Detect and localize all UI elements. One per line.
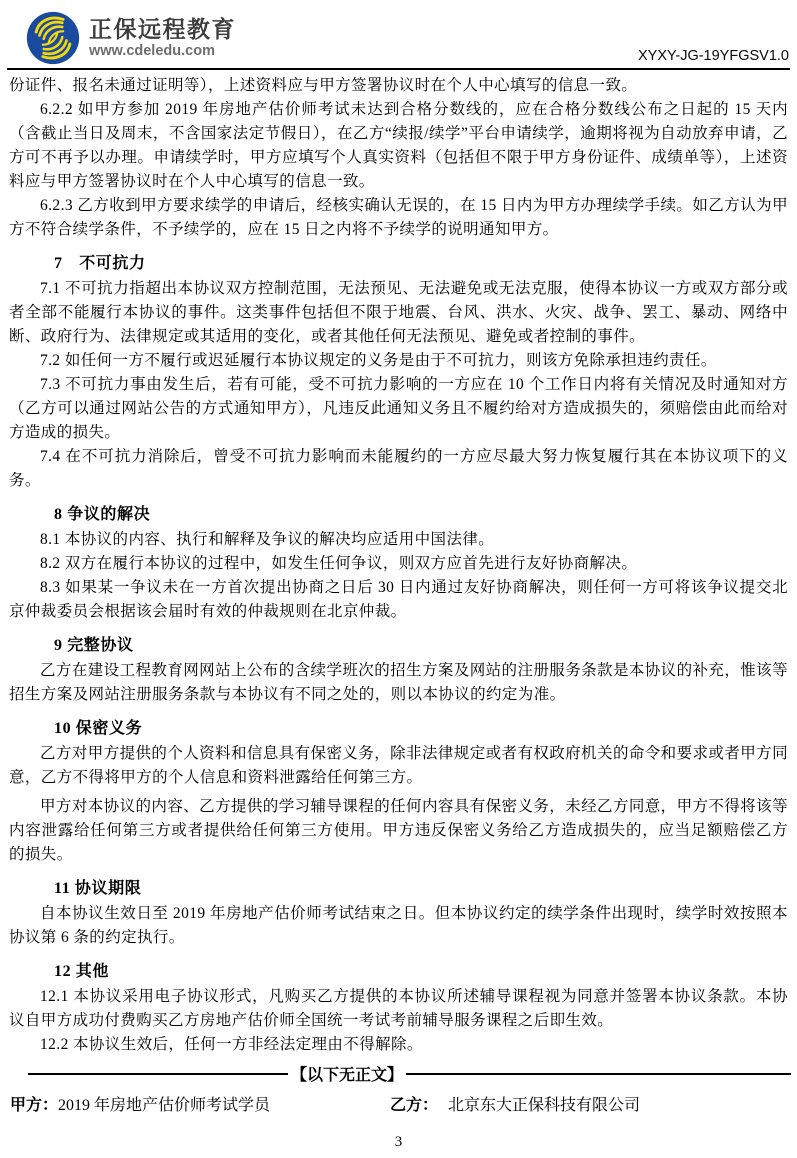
brand-logo-icon <box>26 11 80 65</box>
paragraph: 12.1 本协议采用电子协议形式，凡购买乙方提供的本协议所述辅导课程视为同意并签署本协议条款。本协议自甲方成功付费购买乙方房地产估价师全国统一考试考前辅导服务课程之后即生效。 <box>9 988 788 1029</box>
page-number: 3 <box>394 1134 403 1150</box>
brand-name: 正保远程教育 <box>89 16 236 42</box>
paragraph: 乙方对甲方提供的个人资料和信息具有保密义务，除非法律规定或者有权政府机关的命令和要求或者甲方同意，乙方不得将甲方的个人信息和资料泄露给任何第三方。 <box>9 745 788 786</box>
brand-url: www.cdeledu.com <box>89 43 215 59</box>
section-heading: 12 其他 <box>54 963 110 980</box>
party-a-value: 2019 年房地产估价师考试学员 <box>58 1097 271 1114</box>
divider-dash-right <box>406 1073 791 1075</box>
paragraph: 12.2 本协议生效后，任何一方非经法定理由不得解除。 <box>40 1036 423 1053</box>
paragraph: 8.1 本协议的内容、执行和解释及争议的解决均应适用中国法律。 <box>40 531 495 548</box>
paragraph: 份证件、报名未通过证明等），上述资料应与甲方签署协议时在个人中心填写的信息一致。 <box>9 77 638 94</box>
section-heading: 11 协议期限 <box>54 880 142 897</box>
paragraph: 6.2.3 乙方收到甲方要求续学的申请后，经核实确认无误的，在 15 日内为甲方办理续学手续。如乙方认为甲方不符合续学条件，不予续学的，应在 15 日之内将不予续学的说明通知甲方。 <box>9 197 788 238</box>
party-a-label: 甲方： <box>10 1097 59 1114</box>
signature-parties <box>0 1085 797 1118</box>
section-heading: 8 争议的解决 <box>54 506 151 523</box>
paragraph: 8.2 双方在履行本协议的过程中，如发生任何争议，则双方应首先进行友好协商解决。 <box>40 555 638 572</box>
divider-dash-left <box>28 1073 288 1075</box>
brand-text-block <box>89 16 236 60</box>
brand-logo <box>26 11 236 65</box>
paragraph: 7.4 在不可抗力消除后，曾受不可抗力影响而未能履约的一方应尽最大努力恢复履行其在本协议项下的义务。 <box>9 448 788 489</box>
party-b-label: 乙方： <box>390 1097 439 1114</box>
paragraph: 8.3 如果某一争议未在一方首次提出协商之日后 30 日内通过友好协商解决，则任何一方可将该争议提交北京仲裁委员会根据该会届时有效的仲裁规则在北京仲裁。 <box>9 579 788 620</box>
section-heading: 10 保密义务 <box>54 720 143 737</box>
paragraph: 自本协议生效日至 2019 年房地产估价师考试结束之日。但本协议约定的续学条件出现时，续学时效按照本协议第 6 条的约定执行。 <box>9 905 788 946</box>
paragraph: 乙方在建设工程教育网网站上公布的含续学班次的招生方案及网站的注册服务条款是本协议的补充，惟该等招生方案及网站注册服务条款与本协议有不同之处的，则以本协议的约定为准。 <box>9 662 788 703</box>
paragraph: 7.3 不可抗力事由发生后，若有可能，受不可抗力影响的一方应在 10 个工作日内将有关情况及时通知对方（乙方可以通过网站公告的方式通知甲方），凡违反此通知义务且不履约给对方造成损失的，须赔偿由此而给对方造成的损失。 <box>9 376 788 441</box>
paragraph: 甲方对本协议的内容、乙方提供的学习辅导课程的任何内容具有保密义务，未经乙方同意，甲方不得将该等内容泄露给任何第三方或者提供给任何第三方使用。甲方违反保密义务给乙方造成损失的，应当足额赔偿乙方的损失。 <box>9 798 788 863</box>
paragraph: 7.1 不可抗力指超出本协议双方控制范围，无法预见、无法避免或无法克服，使得本协议一方或双方部分或者全部不能履行本协议的事件。这类事件包括但不限于地震、台风、洪水、火灾、战争、罢工、暴动、网络中断、政府行为、法律规定或其适用的变化，或者其他任何无法预见、避免或者控制的事件。 <box>9 280 788 345</box>
party-b-value: 北京东大正保科技有限公司 <box>448 1097 641 1114</box>
page-header <box>0 0 797 68</box>
document-code: XYXY-JG-19YFGSV1.0 <box>638 48 789 64</box>
paragraph: 7.2 如任何一方不履行或迟延履行本协议规定的义务是由于不可抗力，则该方免除承担违约责任。 <box>40 352 717 369</box>
party-b <box>390 1094 640 1118</box>
document-body <box>0 70 797 1057</box>
section-heading: 9 完整协议 <box>54 637 134 654</box>
end-of-text-divider <box>6 1062 791 1085</box>
paragraph: 6.2.2 如甲方参加 2019 年房地产估价师考试未达到合格分数线的，应在合格分数线公布之日起的 15 天内（含截止当日及周末，不含国家法定节假日），在乙方“续报/续学”平台申请续学，逾期将视为自动放弃申请，乙方可不再予以办理。申请续学时，甲方应填写个人真实资料（包括但不限于甲方身份证件、成绩单等），上述资料应与甲方签署协议时在个人中心填写的信息一致。 <box>9 101 788 190</box>
section-heading: 7 不可抗力 <box>54 255 146 272</box>
end-of-text-label: 【以下无正文】 <box>291 1067 404 1084</box>
party-a <box>10 1094 390 1118</box>
